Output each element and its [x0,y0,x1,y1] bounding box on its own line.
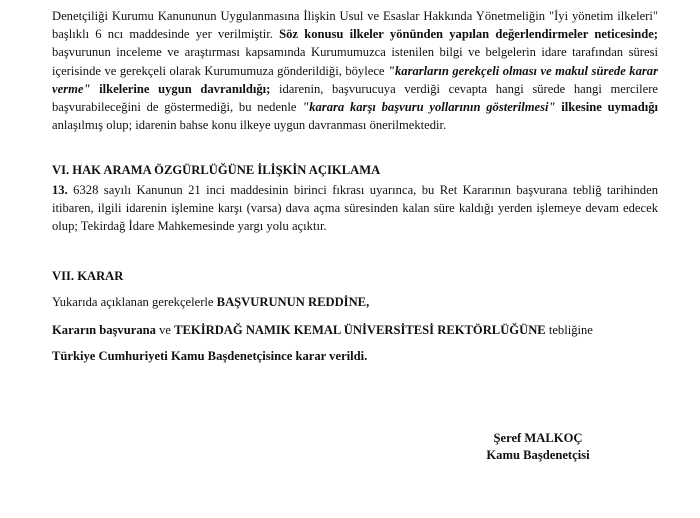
decision-line-3 [52,347,367,365]
signatory-title: Kamu Başdenetçisi [486,448,590,462]
decision-text: Yukarıda açıklanan gerekçelerle [52,295,217,309]
paragraph-text: 6328 sayılı Kanunun 21 inci maddesinin birinci fıkrası uyarınca, bu Ret Kararının başvurana tebliğ tarihinden itibaren, ilgili idarenin işlemine karşı (varsa) dava açma süresinden kalan süre kaldığı yerden işlemeye devam edecek olup; Tekirdağ İdare Mahkemesinde yargı yolu açıktır. [52,183,658,234]
paragraph-bold-text: ilkelerine uygun davranıldığı; [90,81,271,96]
decision-line-2 [52,321,593,339]
section-heading-rights: VI. HAK ARAMA ÖZGÜRLÜĞÜNE İLİŞKİN AÇIKLAMA [52,163,381,177]
paragraph-text: anlaşılmış olup; idarenin bahse konu ilkeye uygun davranması önerilmektedir. [52,118,447,133]
decision-bold-text: Kararın başvurana [52,323,156,337]
paragraph-bold-text: ilkesine uymadığı [555,100,659,115]
rights-paragraph [52,181,658,236]
recipient-name: TEKİRDAĞ NAMIK KEMAL ÜNİVERSİTESİ REKTÖRLÜĞÜNE [174,323,546,337]
principle-quote: "karara karşı başvuru yollarının gösterilmesi" [302,100,556,115]
good-governance-paragraph [52,7,658,134]
decision-bold-text: Türkiye Cumhuriyeti Kamu Başdenetçisince karar verildi. [52,349,368,363]
paragraph-text: idarenin, başvurucuya verdiği cevapta hangi sürede hangi mercilere başvurabileceğini de göstermediği, bu nedenle [52,81,658,115]
decision-bold-text: BAŞVURUNUN REDDİNE, [216,295,370,309]
decision-text: tebliğine [545,323,593,337]
section-heading-decision: VII. KARAR [52,269,124,283]
paragraph-text: başvurunun inceleme ve araştırması kapsamında Kurumumuzca istenilen bilgi ve belgelerin idare tarafından süresi içerisinde ve gerekçeli olarak Kurumumuza gönderildiği, böylece [52,45,658,78]
paragraph-bold-text: Söz konusu ilkeler yönünden yapılan değerlendirmeler neticesinde; [279,27,658,42]
decision-line-1 [52,293,369,311]
decision-text: ve [155,323,175,337]
paragraph-text: Denetçiliği Kurumu Kanununun Uygulanmasına İlişkin Usul ve Esaslar Hakkında Yönetmeliğin "İyi yönetim ilkeleri" başlıklı 6 ncı maddesinde yer verilmiştir. [52,9,658,42]
signature-block [448,429,628,469]
paragraph-number: 13. [52,183,68,197]
principle-quote: "kararların gerekçeli olması ve makul sürede karar verme" [52,63,659,96]
signatory-name: Şeref MALKOÇ [493,431,583,445]
